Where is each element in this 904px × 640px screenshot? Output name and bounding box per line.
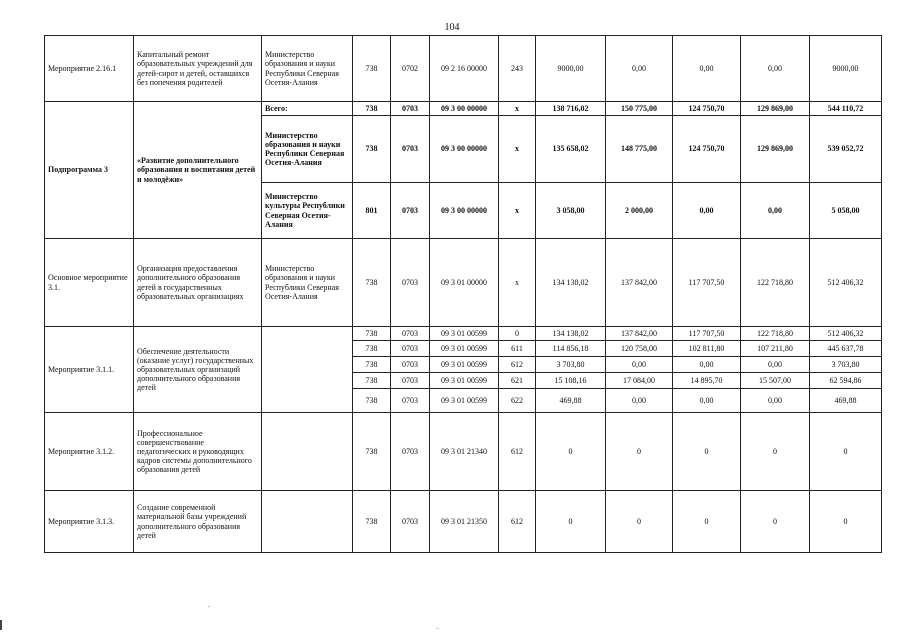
year4-value: 122 718,80 [741, 239, 810, 327]
scan-speck [208, 606, 210, 607]
measure-description: Создание современной материальной базы учреждений дополнительного образования детей [134, 491, 262, 553]
rzpr-code: 0703 [391, 373, 430, 389]
csr-code: 09 3 00 00000 [430, 116, 499, 183]
executor: Министерство образования и науки Республики Северная Осетия-Алания [262, 239, 353, 327]
year3-value: 0,00 [673, 357, 741, 373]
executor-empty [262, 327, 353, 413]
year4-value: 129 869,00 [741, 116, 810, 183]
year3-value: 0,00 [673, 389, 741, 413]
grbs-code: 738 [353, 413, 391, 491]
year4-value: 129 869,00 [741, 102, 810, 116]
year1-value: 9000,00 [536, 36, 606, 102]
rzpr-code: 0703 [391, 389, 430, 413]
year3-value: 0,00 [673, 36, 741, 102]
year1-value: 0 [536, 491, 606, 553]
total-value: 0 [810, 491, 882, 553]
executor: Министерство образования и науки Республики Северная Осетия-Алания [262, 36, 353, 102]
csr-code: 09 3 01 00599 [430, 357, 499, 373]
measure-name: Мероприятие 2.16.1 [45, 36, 134, 102]
grbs-code: 738 [353, 36, 391, 102]
grbs-code: 738 [353, 116, 391, 183]
table-row [45, 491, 882, 553]
subprogram-name: Подпрограмма 3 [45, 102, 134, 239]
year2-value: 0,00 [606, 36, 673, 102]
year1-value: 0 [536, 413, 606, 491]
year2-value: 0 [606, 413, 673, 491]
grbs-code: 738 [353, 327, 391, 341]
year1-value: 138 716,02 [536, 102, 606, 116]
vr-code: 0 [499, 327, 536, 341]
total-value: 5 058,00 [810, 183, 882, 239]
grbs-code: 801 [353, 183, 391, 239]
year3-value: 102 811,80 [673, 341, 741, 357]
total-value: 512 406,32 [810, 327, 882, 341]
csr-code: 09 3 01 00599 [430, 341, 499, 357]
year3-value: 0 [673, 413, 741, 491]
scan-edge-mark [0, 620, 2, 630]
vr-code: 612 [499, 413, 536, 491]
total-value: 9000,00 [810, 36, 882, 102]
grbs-code: 738 [353, 357, 391, 373]
grbs-code: 738 [353, 341, 391, 357]
table-row [45, 413, 882, 491]
csr-code: 09 3 01 21340 [430, 413, 499, 491]
rzpr-code: 0703 [391, 327, 430, 341]
measure-description: Организация предоставления дополнительного образования детей в государственных образовательных организациях [134, 239, 262, 327]
table-row [45, 239, 882, 327]
year1-value: 3 703,80 [536, 357, 606, 373]
measure-description: Обеспечение деятельности (оказание услуг) государственных образовательных организаций дополнительного образования детей [134, 327, 262, 413]
measure-name: Основное мероприятие 3.1. [45, 239, 134, 327]
vr-code: 612 [499, 357, 536, 373]
total-value: 539 052,72 [810, 116, 882, 183]
measure-description: Профессиональное совершенствование педагогических и руководящих кадров системы дополнительного образования детей [134, 413, 262, 491]
rzpr-code: 0703 [391, 183, 430, 239]
executor: Всего: [262, 102, 353, 116]
year4-value: 122 718,80 [741, 327, 810, 341]
year3-value: 124 750,70 [673, 116, 741, 183]
scan-speck [436, 628, 439, 629]
measure-name: Мероприятие 3.1.2. [45, 413, 134, 491]
csr-code: 09 2 16 00000 [430, 36, 499, 102]
year2-value: 137 842,00 [606, 239, 673, 327]
year2-value: 0,00 [606, 389, 673, 413]
grbs-code: 738 [353, 239, 391, 327]
table-row [45, 327, 882, 341]
year2-value: 0,00 [606, 357, 673, 373]
measure-description: Капитальный ремонт образовательных учреждений для детей-сирот и детей, оставшихся без попечения родителей [134, 36, 262, 102]
csr-code: 09 3 00 00000 [430, 183, 499, 239]
rzpr-code: 0703 [391, 341, 430, 357]
year4-value: 0 [741, 413, 810, 491]
year4-value: 0,00 [741, 36, 810, 102]
measure-name: Мероприятие 3.1.1. [45, 327, 134, 413]
year3-value: 117 707,50 [673, 327, 741, 341]
grbs-code: 738 [353, 373, 391, 389]
csr-code: 09 3 01 00599 [430, 327, 499, 341]
year4-value: 15 507,00 [741, 373, 810, 389]
executor-empty [262, 413, 353, 491]
measure-name: Мероприятие 3.1.3. [45, 491, 134, 553]
year1-value: 114 856,18 [536, 341, 606, 357]
executor: Министерство образования и науки Республики Северная Осетия-Алания [262, 116, 353, 183]
vr-code: 611 [499, 341, 536, 357]
rzpr-code: 0703 [391, 357, 430, 373]
year2-value: 17 084,00 [606, 373, 673, 389]
vr-code: x [499, 183, 536, 239]
grbs-code: 738 [353, 491, 391, 553]
total-value: 62 594,86 [810, 373, 882, 389]
vr-code: 243 [499, 36, 536, 102]
year2-value: 150 775,00 [606, 102, 673, 116]
total-value: 3 703,80 [810, 357, 882, 373]
subprogram-description: «Развитие дополнительного образования и воспитания детей и молодёжи» [134, 102, 262, 239]
csr-code: 09 3 01 00599 [430, 373, 499, 389]
year2-value: 120 758,00 [606, 341, 673, 357]
year3-value: 14 895,70 [673, 373, 741, 389]
year1-value: 3 058,00 [536, 183, 606, 239]
year4-value: 0 [741, 491, 810, 553]
year1-value: 135 658,02 [536, 116, 606, 183]
year4-value: 0,00 [741, 389, 810, 413]
executor-empty [262, 491, 353, 553]
table-row [45, 36, 882, 102]
csr-code: 09 3 01 00000 [430, 239, 499, 327]
vr-code: 612 [499, 491, 536, 553]
rzpr-code: 0702 [391, 36, 430, 102]
year2-value: 2 000,00 [606, 183, 673, 239]
executor: Министерство культуры Республики Северная Осетия-Алания [262, 183, 353, 239]
rzpr-code: 0703 [391, 116, 430, 183]
total-value: 512 406,32 [810, 239, 882, 327]
year4-value: 107 211,80 [741, 341, 810, 357]
year1-value: 134 138,02 [536, 239, 606, 327]
year2-value: 137 842,00 [606, 327, 673, 341]
csr-code: 09 3 01 00599 [430, 389, 499, 413]
rzpr-code: 0703 [391, 413, 430, 491]
budget-table [44, 35, 882, 553]
vr-code: x [499, 116, 536, 183]
year1-value: 134 138,02 [536, 327, 606, 341]
year2-value: 0 [606, 491, 673, 553]
year3-value: 0 [673, 491, 741, 553]
csr-code: 09 3 00 00000 [430, 102, 499, 116]
vr-code: 621 [499, 373, 536, 389]
total-value: 544 110,72 [810, 102, 882, 116]
rzpr-code: 0703 [391, 491, 430, 553]
year1-value: 15 108,16 [536, 373, 606, 389]
year3-value: 124 750,70 [673, 102, 741, 116]
year4-value: 0,00 [741, 183, 810, 239]
year2-value: 148 775,00 [606, 116, 673, 183]
total-value: 445 637,78 [810, 341, 882, 357]
year4-value: 0,00 [741, 357, 810, 373]
total-value: 469,88 [810, 389, 882, 413]
grbs-code: 738 [353, 102, 391, 116]
vr-code: x [499, 239, 536, 327]
page-number: 104 [444, 22, 460, 33]
year3-value: 117 707,50 [673, 239, 741, 327]
table-row [45, 102, 882, 116]
vr-code: x [499, 102, 536, 116]
rzpr-code: 0703 [391, 102, 430, 116]
total-value: 0 [810, 413, 882, 491]
year1-value: 469,88 [536, 389, 606, 413]
grbs-code: 738 [353, 389, 391, 413]
rzpr-code: 0703 [391, 239, 430, 327]
csr-code: 09 3 01 21350 [430, 491, 499, 553]
vr-code: 622 [499, 389, 536, 413]
year3-value: 0,00 [673, 183, 741, 239]
